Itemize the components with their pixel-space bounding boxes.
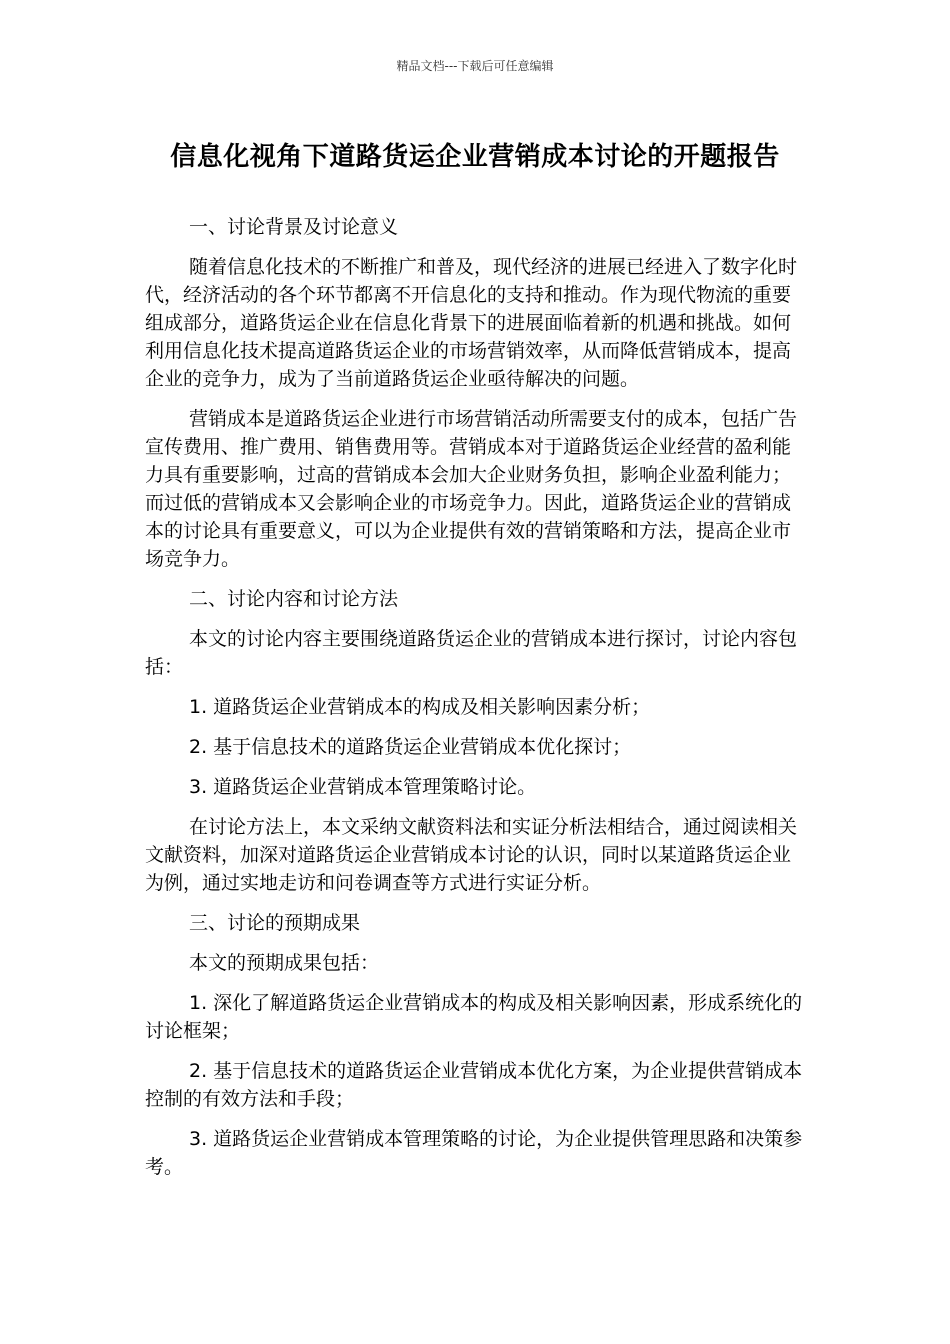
list-item: 3. 道路货运企业营销成本管理策略讨论。 [189,776,537,798]
section-heading-3: 三、讨论的预期成果 [189,912,361,934]
list-item: 1. 深化了解道路货运企业营销成本的构成及相关影响因素，形成系统化的讨论框架； [145,992,803,1042]
paragraph: 本文的讨论内容主要围绕道路货运企业的营销成本进行探讨，讨论内容包括： [145,628,798,678]
list-item: 2. 基于信息技术的道路货运企业营销成本优化探讨； [189,736,632,758]
list-item: 1. 道路货运企业营销成本的构成及相关影响因素分析； [189,696,651,718]
page-header: 精品文档---下载后可任意编辑 [396,59,554,73]
document-body [145,213,805,1193]
section-heading-1: 一、讨论背景及讨论意义 [189,216,399,238]
paragraph: 随着信息化技术的不断推广和普及，现代经济的进展已经进入了数字化时代，经济活动的各个环节都离不开信息化的支持和推动。作为现代物流的重要组成部分，道路货运企业在信息化背景下的进展面临着新的机遇和挑战。如何利用信息化技术提高道路货运企业的市场营销效率，从而降低营销成本，提高企业的竞争力，成为了当前道路货运企业亟待解决的问题。 [145,256,798,390]
list-item: 3. 道路货运企业营销成本管理策略的讨论，为企业提供管理思路和决策参考。 [145,1128,803,1178]
paragraph: 本文的预期成果包括： [189,952,380,974]
document-title: 信息化视角下道路货运企业营销成本讨论的开题报告 [170,142,780,172]
paragraph: 在讨论方法上，本文采纳文献资料法和实证分析法相结合，通过阅读相关文献资料，加深对道路货运企业营销成本讨论的认识，同时以某道路货运企业为例，通过实地走访和问卷调查等方式进行实证分析。 [145,816,798,894]
paragraph: 营销成本是道路货运企业进行市场营销活动所需要支付的成本，包括广告宣传费用、推广费用、销售费用等。营销成本对于道路货运企业经营的盈利能力具有重要影响，过高的营销成本会加大企业财务负担，影响企业盈利能力；而过低的营销成本又会影响企业的市场竞争力。因此，道路货运企业的营销成本的讨论具有重要意义，可以为企业提供有效的营销策略和方法，提高企业市场竞争力。 [145,408,798,570]
list-item: 2. 基于信息技术的道路货运企业营销成本优化方案，为企业提供营销成本控制的有效方法和手段； [145,1060,803,1110]
section-heading-2: 二、讨论内容和讨论方法 [189,588,399,610]
